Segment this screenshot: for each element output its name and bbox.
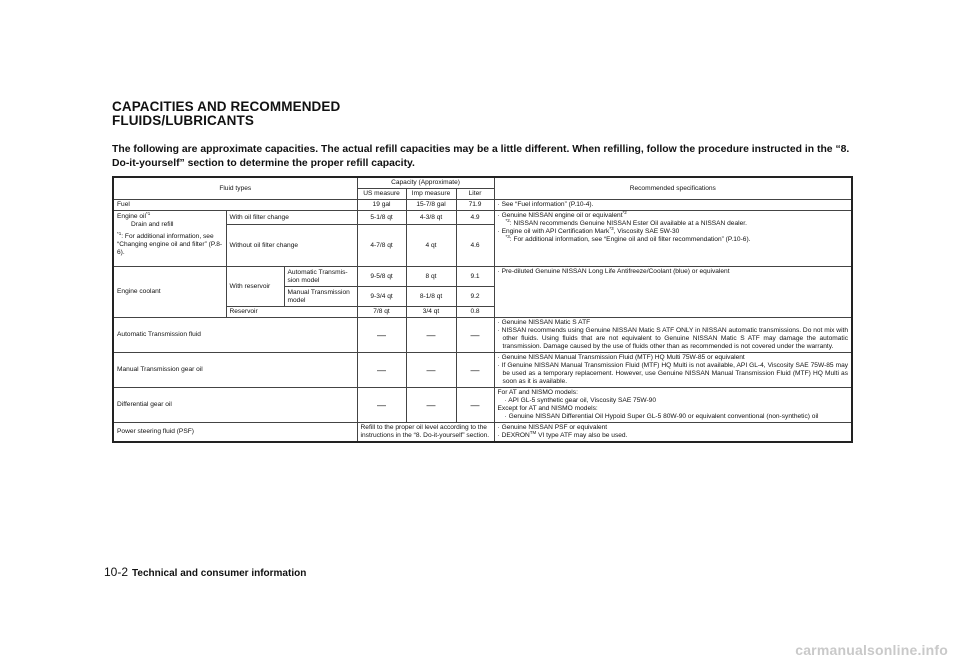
- fuel-name: Fuel: [113, 200, 357, 211]
- coolant-mt-liter: 9.2: [456, 287, 494, 307]
- coolant-mt-label: Manual Transmission model: [284, 287, 357, 307]
- psf-name: Power steering fluid (PSF): [113, 423, 357, 443]
- mtf-imp: —: [406, 353, 456, 388]
- engine-oil-without-liter: 4.6: [456, 225, 494, 267]
- intro-paragraph: The following are approximate capacities. The actual refill capacities may be a little different. When refilling, follow the procedure instructed in the “8. Do-it-yourself” section to determine the proper refill capacity.: [112, 144, 850, 169]
- engine-oil-without-imp: 4 qt: [406, 225, 456, 267]
- table-row-differential: [113, 388, 852, 423]
- coolant-mt-us: 9-3/4 qt: [357, 287, 406, 307]
- atf-spec: · Genuine NISSAN Matic S ATF · NISSAN recommends using Genuine NISSAN Matic S ATF ONLY in NISSAN automatic transmissions. Do not mix with other fluids. Using fluids that are not equivalent to Genuine NISSAN Matic S ATF may damage the automatic transmission. Damage caused by the use of fluids other than as recommended is not covered under the warranty.: [494, 318, 852, 353]
- engine-oil-spec: · Genuine NISSAN engine oil or equivalent$^{*2}$ $^{*2}$: NISSAN recommends Genuine NISSAN Ester Oil available at a NISSAN dealer. · Engine oil with API Certification Mark$^{*3}$, Viscosity SAE 5W-30 $^{*3}$: For additional information, see “Engine oil and oil filter recommendation” (P.10-6).: [494, 211, 852, 267]
- coolant-name: Engine coolant: [113, 267, 226, 318]
- header-imp: Imp measure: [406, 189, 456, 200]
- atf-name: Automatic Transmission fluid: [113, 318, 357, 353]
- table-row-engine-oil-with-filter: [113, 211, 852, 225]
- coolant-spec: · Pre-diluted Genuine NISSAN Long Life Antifreeze/Coolant (blue) or equivalent: [494, 267, 852, 318]
- diff-spec: For AT and NISMO models: · API GL-5 synthetic gear oil, Viscosity SAE 75W-90 Except for AT and NISMO models: · Genuine NISSAN Differential Oil Hypoid Super GL-5 80W-90 or equivalent conventional (non-synthetic) oil: [494, 388, 852, 423]
- mtf-name: Manual Transmission gear oil: [113, 353, 357, 388]
- table-row-mtf: [113, 353, 852, 388]
- mtf-spec: · Genuine NISSAN Manual Transmission Fluid (MTF) HQ Multi 75W-85 or equivalent · If Genuine NISSAN Manual Transmission Fluid (MTF) HQ Multi is not available, API GL-4, Viscosity SAE 75W-85 may be used as a temporary replacement. However, use Genuine NISSAN Manual Transmission Fluid (MTF) HQ Multi as soon as it is available.: [494, 353, 852, 388]
- engine-oil-with-us: 5-1/8 qt: [357, 211, 406, 225]
- page-title: [112, 100, 340, 128]
- diff-us: —: [357, 388, 406, 423]
- page-title-line1: CAPACITIES AND RECOMMENDED: [112, 99, 341, 114]
- coolant-res-us: 7/8 qt: [357, 307, 406, 318]
- coolant-res-liter: 0.8: [456, 307, 494, 318]
- coolant-at-label: Automatic Transmis-sion model: [284, 267, 357, 287]
- engine-oil-name: Engine oil$^{*1}$ Drain and refill $^{*1}$: For additional information, see “Changing engine oil and filter” (P.8-6).: [113, 211, 226, 267]
- footer-section-title: Technical and consumer information: [132, 568, 307, 579]
- fuel-imp: 15-7/8 gal: [406, 200, 456, 211]
- coolant-at-us: 9-5/8 qt: [357, 267, 406, 287]
- header-fluid-types: Fluid types: [113, 177, 357, 200]
- engine-oil-with-filter-label: With oil filter change: [226, 211, 357, 225]
- page-title-line2: FLUIDS/LUBRICANTS: [112, 113, 254, 128]
- header-capacity: Capacity (Approximate): [357, 177, 494, 189]
- diff-imp: —: [406, 388, 456, 423]
- diff-name: Differential gear oil: [113, 388, 357, 423]
- fuel-us: 19 gal: [357, 200, 406, 211]
- page-footer: [104, 565, 306, 579]
- engine-oil-sub: Drain and refill: [131, 221, 174, 228]
- engine-oil-without-us: 4-7/8 qt: [357, 225, 406, 267]
- atf-us: —: [357, 318, 406, 353]
- coolant-mt-imp: 8-1/8 qt: [406, 287, 456, 307]
- fuel-liter: 71.9: [456, 200, 494, 211]
- psf-capacity: Refill to the proper oil level according to the instructions in the “8. Do-it-yourself” section.: [357, 423, 494, 443]
- coolant-at-liter: 9.1: [456, 267, 494, 287]
- mtf-liter: —: [456, 353, 494, 388]
- capacities-table: [112, 176, 853, 443]
- table-row-atf: [113, 318, 852, 353]
- coolant-reservoir-label: Reservoir: [226, 307, 357, 318]
- header-liter: Liter: [456, 189, 494, 200]
- atf-imp: —: [406, 318, 456, 353]
- table-row-coolant-at: [113, 267, 852, 287]
- engine-oil-without-filter-label: Without oil filter change: [226, 225, 357, 267]
- watermark: carmanualsonline.info: [795, 642, 948, 658]
- engine-oil-note: $^{*1}$: For additional information, see “Changing engine oil and filter” (P.8-6).: [117, 230, 223, 256]
- fuel-spec: · See “Fuel information” (P.10-4).: [494, 200, 852, 211]
- mtf-us: —: [357, 353, 406, 388]
- table-row-fuel: [113, 200, 852, 211]
- table-header-row: [113, 177, 852, 189]
- coolant-at-imp: 8 qt: [406, 267, 456, 287]
- table-row-psf: [113, 423, 852, 443]
- header-spec: Recommended specifications: [494, 177, 852, 200]
- coolant-with-reservoir: With reservoir: [226, 267, 284, 307]
- footer-page-number: 10-2: [104, 565, 129, 579]
- coolant-res-imp: 3/4 qt: [406, 307, 456, 318]
- engine-oil-with-liter: 4.9: [456, 211, 494, 225]
- diff-liter: —: [456, 388, 494, 423]
- header-us: US measure: [357, 189, 406, 200]
- atf-liter: —: [456, 318, 494, 353]
- psf-spec: · Genuine NISSAN PSF or equivalent · DEXRON™ VI type ATF may also be used.: [494, 423, 852, 443]
- engine-oil-with-imp: 4-3/8 qt: [406, 211, 456, 225]
